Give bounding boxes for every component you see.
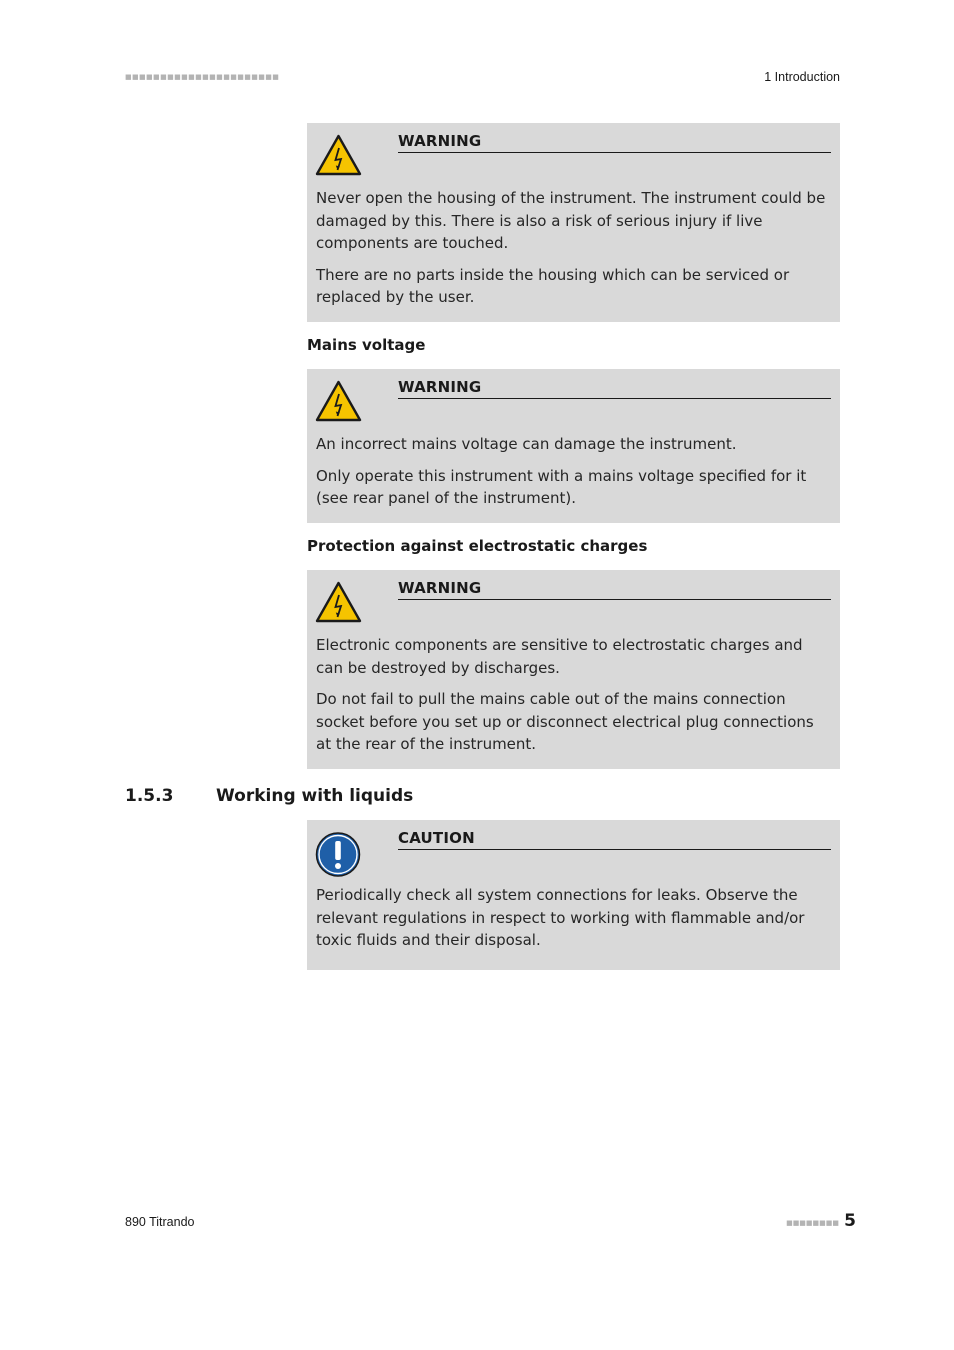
notice-text: There are no parts inside the housing which can be serviced or replaced by the user.: [316, 265, 790, 307]
footer-decoration: ■■■■■■■■: [786, 1219, 839, 1227]
electrical-warning-icon: [315, 581, 362, 623]
notice-text: Do not fail to pull the mains cable out of the mains connection socket before you set up or disconnect electrical plug connections at the rear of the instrument.: [316, 690, 814, 754]
electrical-warning-icon: [315, 134, 362, 176]
notice-title: WARNING: [398, 369, 831, 399]
caution-notice-liquids: [307, 820, 840, 970]
notice-title: CAUTION: [398, 820, 831, 850]
subheading-electrostatic: Protection against electrostatic charges: [307, 537, 648, 555]
section-number: 1.5.3: [125, 786, 174, 806]
footer-product-name: 890 Titrando: [125, 1215, 195, 1229]
notice-text: Only operate this instrument with a mains voltage specified for it (see rear panel of the instrument).: [316, 466, 807, 508]
page-number: 5: [844, 1211, 856, 1231]
notice-text: An incorrect mains voltage can damage the instrument.: [316, 435, 737, 453]
notice-text: Never open the housing of the instrument. The instrument could be damaged by this. There is also a risk of serious injury if live components are touched.: [316, 189, 826, 253]
electrical-warning-icon: [315, 380, 362, 422]
subheading-mains-voltage: Mains voltage: [307, 336, 426, 354]
section-title: Working with liquids: [216, 786, 414, 806]
notice-text: Periodically check all system connections for leaks. Observe the relevant regulations in respect to working with flammable and/or toxic fluids and their disposal.: [316, 886, 805, 950]
notice-title: WARNING: [398, 570, 831, 600]
header-decoration: ■■■■■■■■■■■■■■■■■■■■■■: [125, 73, 280, 81]
warning-notice-electrostatic: [307, 570, 840, 769]
warning-notice-mains-voltage: [307, 369, 840, 523]
notice-text: Electronic components are sensitive to electrostatic charges and can be destroyed by discharges.: [316, 636, 803, 677]
caution-icon: [315, 831, 362, 878]
notice-title: WARNING: [398, 123, 831, 153]
running-header-chapter: 1 Introduction: [764, 70, 840, 84]
warning-notice-housing: [307, 123, 840, 322]
